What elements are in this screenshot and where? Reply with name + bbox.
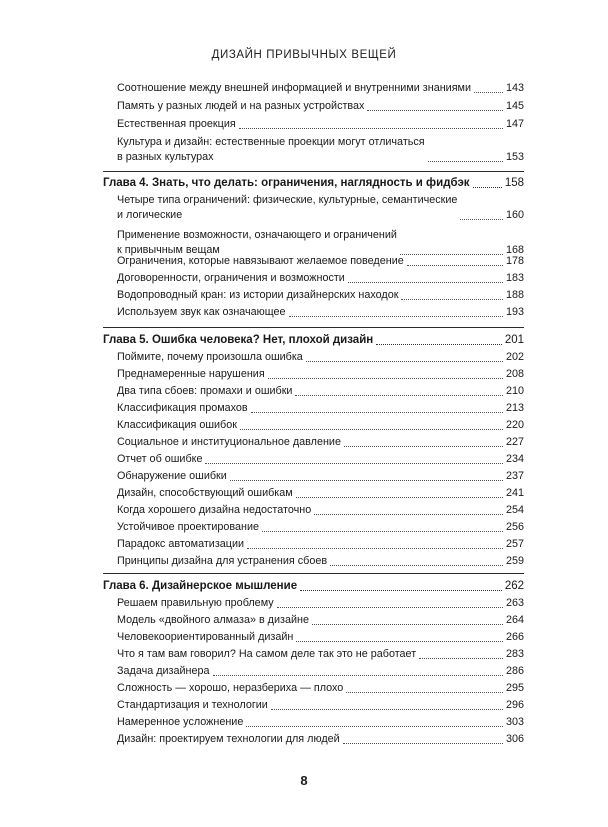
entry-title: [117, 647, 416, 662]
entry-title-line: Поймите, почему произошла ошибка: [117, 351, 303, 363]
entry-page-number: 145: [505, 100, 524, 112]
entry-page-number: 147: [505, 118, 524, 130]
toc-entry: [103, 486, 524, 501]
entry-page-number: 213: [505, 402, 524, 414]
entry-title: [117, 469, 227, 484]
running-head: ДИЗАЙН ПРИВЫЧНЫХ ВЕЩЕЙ: [211, 49, 397, 61]
entry-page-number: 227: [505, 436, 524, 448]
entry-page-number: 283: [505, 648, 524, 660]
dot-leader: [344, 446, 503, 447]
entry-title: [117, 486, 293, 501]
dot-leader: [407, 265, 503, 266]
toc-entry: [103, 715, 524, 730]
entry-title-line: Преднамеренные нарушения: [117, 368, 265, 380]
toc-entry: [103, 254, 524, 269]
entry-title-line: Решаем правильную проблему: [117, 597, 274, 609]
dot-leader: [330, 565, 503, 566]
toc-entry: [103, 367, 524, 382]
entry-title-line: Сложность — хорошо, неразбериха — плохо: [117, 682, 344, 694]
entry-title: [117, 254, 404, 269]
dot-leader: [473, 187, 502, 188]
entry-title-line: Естественная проекция: [117, 118, 236, 130]
dot-leader: [401, 299, 503, 300]
entry-title-line: Водопроводный кран: из истории дизайнерских находок: [117, 289, 399, 301]
entry-page-number: 153: [505, 151, 524, 163]
entry-page-number: 158: [504, 177, 524, 189]
entry-page-number: 263: [505, 597, 524, 609]
chapter-title: [103, 176, 470, 191]
toc-entry: [103, 596, 524, 611]
entry-page-number: 257: [505, 538, 524, 550]
dot-leader: [348, 282, 503, 283]
entry-title-line: Классификация промахов: [117, 402, 248, 414]
entry-page-number: 168: [505, 244, 524, 256]
toc-entry: [103, 520, 524, 535]
entry-page-number: 234: [505, 453, 524, 465]
entry-title-line: Социальное и институциональное давление: [117, 436, 341, 448]
entry-title-line: Два типа сбоев: промахи и ошибки: [117, 385, 293, 397]
section-divider: [103, 171, 524, 172]
entry-title: [117, 503, 311, 518]
entry-title-line: Применение возможности, означающего и ограничений: [117, 229, 397, 241]
dot-leader: [428, 161, 503, 162]
dot-leader: [268, 378, 503, 379]
entry-page-number: 201: [504, 334, 524, 346]
dot-leader: [296, 641, 503, 642]
entry-title: [117, 698, 268, 713]
toc-entry: [103, 418, 524, 433]
entry-title: [117, 81, 471, 96]
chapter-title: [103, 333, 373, 348]
dot-leader: [306, 361, 503, 362]
toc-entry: [103, 193, 524, 223]
entry-title: [117, 135, 425, 165]
entry-page-number: 178: [505, 255, 524, 267]
toc-entry: [103, 435, 524, 450]
toc-entry: [103, 698, 524, 713]
entry-page-number: 306: [505, 733, 524, 745]
dot-leader: [419, 658, 503, 659]
dot-leader: [314, 514, 503, 515]
toc-entry: [103, 664, 524, 679]
entry-title: [117, 384, 292, 399]
toc-entry: [103, 288, 524, 303]
entry-title: [117, 681, 343, 696]
entry-title-line: Обнаружение ошибки: [117, 470, 227, 482]
entry-title-line: Глава 4. Знать, что делать: ограничения, наглядность и фидбэк: [103, 177, 470, 189]
entry-title-line: к привычным вещам: [117, 244, 220, 256]
dot-leader: [312, 624, 503, 625]
entry-page-number: 295: [505, 682, 524, 694]
entry-page-number: 143: [505, 82, 524, 94]
entry-page-number: 256: [505, 521, 524, 533]
dot-leader: [300, 590, 502, 591]
entry-title: [117, 418, 237, 433]
entry-title: [117, 99, 364, 114]
entry-title-line: Принципы дизайна для устранения сбоев: [117, 555, 328, 567]
entry-page-number: 286: [505, 665, 524, 677]
chapter-entry: [103, 333, 524, 348]
dot-leader: [343, 743, 503, 744]
entry-title-line: Модель «двойного алмаза» в дизайне: [117, 614, 309, 626]
toc-entry: [103, 469, 524, 484]
section-divider: [103, 573, 524, 574]
entry-title: [117, 732, 340, 747]
dot-leader: [277, 607, 503, 608]
entry-title-line: Используем звук как означающее: [117, 306, 286, 318]
entry-title: [117, 350, 303, 365]
page-number: 8: [300, 773, 308, 788]
entry-page-number: 254: [505, 504, 524, 516]
entry-title-line: в разных культурах: [117, 151, 214, 163]
entry-title: [117, 596, 274, 611]
entry-title: [117, 305, 286, 320]
entry-title-line: Глава 6. Дизайнерское мышление: [103, 580, 298, 592]
toc-entry: [103, 452, 524, 467]
toc-entry: [103, 135, 524, 165]
toc-entry: [103, 630, 524, 645]
entry-title-line: Глава 5. Ошибка человека? Нет, плохой дизайн: [103, 334, 374, 346]
entry-title: [117, 271, 345, 286]
toc-entry: [103, 305, 524, 320]
toc-entry: [103, 99, 524, 114]
dot-leader: [247, 548, 503, 549]
entry-title: [117, 664, 210, 679]
entry-title: [117, 554, 327, 569]
toc-entry: [103, 350, 524, 365]
toc-entry: [103, 537, 524, 552]
toc-entry: [103, 271, 524, 286]
entry-title: [117, 613, 309, 628]
entry-title: [117, 288, 398, 303]
dot-leader: [230, 480, 503, 481]
entry-page-number: 188: [505, 289, 524, 301]
entry-page-number: 296: [505, 699, 524, 711]
entry-title: [117, 537, 244, 552]
entry-page-number: 266: [505, 631, 524, 643]
entry-title-line: Классификация ошибок: [117, 419, 237, 431]
entry-page-number: 262: [504, 580, 524, 592]
entry-title-line: Ограничения, которые навязывают желаемое поведение: [117, 255, 404, 267]
entry-title: [117, 452, 202, 467]
chapter-entry: [103, 176, 524, 191]
entry-title: [117, 193, 457, 223]
dot-leader: [376, 344, 502, 345]
dot-leader: [474, 92, 503, 93]
toc-entry: [103, 401, 524, 416]
entry-page-number: 210: [505, 385, 524, 397]
toc-entry: [103, 81, 524, 96]
section-divider: [103, 327, 524, 328]
entry-title-line: Парадокс автоматизации: [117, 538, 245, 550]
toc-entry: [103, 117, 524, 132]
toc-entry: [103, 681, 524, 696]
entry-title-line: Намеренное усложнение: [117, 716, 244, 728]
entry-title-line: Устойчивое проектирование: [117, 521, 259, 533]
entry-title-line: Четыре типа ограничений: физические, культурные, семантические: [117, 194, 458, 206]
dot-leader: [239, 128, 503, 129]
dot-leader: [296, 497, 503, 498]
entry-title-line: Договоренности, ограничения и возможности: [117, 272, 345, 284]
entry-page-number: 237: [505, 470, 524, 482]
entry-title: [117, 715, 243, 730]
chapter-title: [103, 579, 297, 594]
entry-title-line: Культура и дизайн: естественные проекции могут отличаться: [117, 136, 425, 148]
entry-title-line: Человекоориентированный дизайн: [117, 631, 294, 643]
entry-page-number: 160: [505, 209, 524, 221]
entry-title-line: Задача дизайнера: [117, 665, 210, 677]
toc-entry: [103, 554, 524, 569]
entry-title-line: Дизайн, способствующий ошибкам: [117, 487, 293, 499]
entry-title-line: Соотношение между внешней информацией и внутренними знаниями: [117, 82, 472, 94]
entry-page-number: 264: [505, 614, 524, 626]
entry-title-line: Дизайн: проектируем технологии для людей: [117, 733, 340, 745]
dot-leader: [295, 395, 503, 396]
entry-page-number: 220: [505, 419, 524, 431]
dot-leader: [246, 726, 503, 727]
entry-title-line: Стандартизация и технологии: [117, 699, 268, 711]
entry-page-number: 303: [505, 716, 524, 728]
toc-entry: [103, 647, 524, 662]
entry-title-line: Что я там вам говорил? На самом деле так это не работает: [117, 648, 417, 660]
dot-leader: [240, 429, 503, 430]
entry-title-line: Отчет об ошибке: [117, 453, 203, 465]
entry-title: [117, 367, 265, 382]
entry-page-number: 183: [505, 272, 524, 284]
entry-title: [117, 630, 293, 645]
dot-leader: [346, 692, 503, 693]
entry-title: [117, 117, 236, 132]
dot-leader: [367, 110, 503, 111]
dot-leader: [271, 709, 503, 710]
entry-page-number: 193: [505, 306, 524, 318]
entry-title-line: Память у разных людей и на разных устройствах: [117, 100, 365, 112]
toc-entry: [103, 732, 524, 747]
entry-title: [117, 435, 341, 450]
entry-title-line: Когда хорошего дизайна недостаточно: [117, 504, 312, 516]
chapter-entry: [103, 579, 524, 594]
toc-entry: [103, 384, 524, 399]
entry-page-number: 208: [505, 368, 524, 380]
toc-entry: [103, 613, 524, 628]
dot-leader: [205, 463, 503, 464]
dot-leader: [213, 675, 503, 676]
entry-page-number: 259: [505, 555, 524, 567]
toc-entry: [103, 503, 524, 518]
entry-page-number: 241: [505, 487, 524, 499]
entry-title-line: и логические: [117, 209, 183, 221]
entry-title: [117, 401, 248, 416]
dot-leader: [289, 316, 503, 317]
dot-leader: [460, 219, 503, 220]
dot-leader: [262, 531, 503, 532]
dot-leader: [251, 412, 503, 413]
entry-page-number: 202: [505, 351, 524, 363]
entry-title: [117, 520, 259, 535]
